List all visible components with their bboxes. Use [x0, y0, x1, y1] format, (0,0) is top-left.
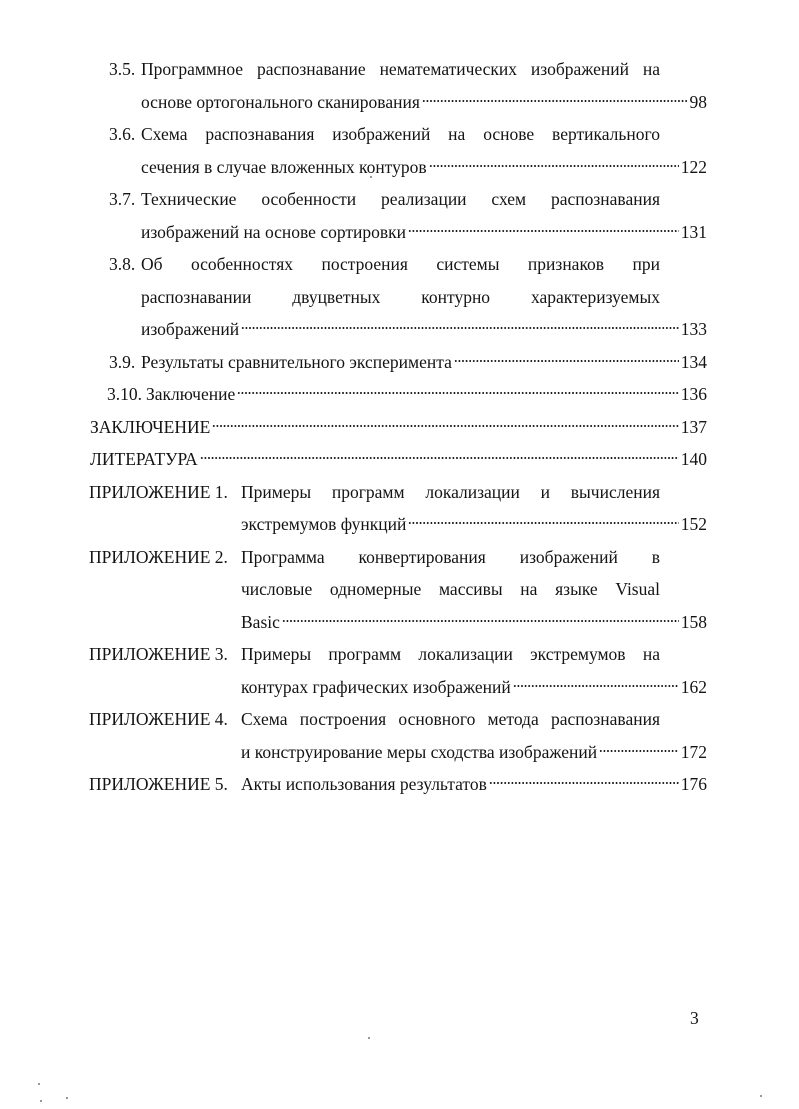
toc-page-number: 98	[689, 91, 707, 112]
toc-line-text: ЛИТЕРАТУРА	[90, 449, 198, 469]
page-number: 3	[690, 1008, 699, 1028]
toc-leader-line	[241, 609, 707, 635]
appendix-label: ПРИЛОЖЕНИЕ 2.	[89, 546, 228, 567]
toc-line-text: изображений на основе сортировки	[141, 221, 407, 242]
toc-leader-line	[141, 316, 707, 342]
toc-line-text: Basic	[241, 611, 280, 632]
dot-leader	[489, 781, 679, 785]
dot-leader	[422, 99, 688, 103]
dot-leader	[212, 424, 678, 428]
toc-entry-number: 3.7.	[109, 189, 136, 209]
toc-line-text: Об особенностях построения системы признаков при	[141, 254, 660, 274]
toc-entry-number: 3.10.	[107, 384, 142, 404]
toc-line-text: экстремумов функций	[241, 514, 407, 534]
toc-leader-line	[141, 219, 707, 245]
toc-leader-line	[241, 674, 707, 700]
appendix-label: ПРИЛОЖЕНИЕ 3.	[89, 644, 228, 664]
toc-entry-number: 3.8.	[109, 254, 136, 274]
toc-page-number: 134	[680, 351, 707, 372]
toc-leader-line	[90, 414, 707, 440]
dot-leader	[200, 456, 679, 460]
toc-line-text: Программное распознавание нематематических изображений на	[141, 59, 660, 79]
toc-page-number: 162	[680, 676, 707, 697]
dot-leader	[408, 521, 678, 525]
toc-line-text: ЗАКЛЮЧЕНИЕ	[90, 416, 211, 437]
toc-leader-line	[141, 154, 707, 180]
toc-line-text: Программа конвертирования изображений в	[241, 546, 660, 567]
toc-leader-line	[141, 89, 707, 115]
toc-line-text: Результаты сравнительного эксперимента	[141, 351, 452, 372]
dot-leader	[282, 619, 679, 623]
toc-page-number: 176	[680, 774, 707, 794]
toc-line-text: распознавании двуцветных контурно характеризуемых	[141, 286, 660, 307]
toc-page-number: 137	[680, 416, 707, 437]
toc-page-number: 131	[680, 221, 707, 242]
toc-leader-line	[241, 771, 707, 797]
dot-leader	[408, 229, 679, 233]
toc-line-text: Технические особенности реализации схем распознавания	[141, 189, 660, 209]
dot-leader	[429, 164, 679, 168]
appendix-label: ПРИЛОЖЕНИЕ 4.	[89, 709, 228, 729]
toc-line-text: Примеры программ локализации и вычисления	[241, 481, 660, 502]
toc-leader-line	[241, 511, 707, 537]
toc-line-text: изображений	[141, 319, 240, 339]
toc-line-text: основе ортогонального сканирования	[141, 91, 420, 112]
dot-leader	[454, 359, 679, 363]
toc-line-text: числовые одномерные массивы на языке Visual	[241, 579, 660, 599]
toc-leader-line	[141, 349, 707, 375]
toc-line-text: контурах графических изображений	[241, 676, 511, 697]
toc-line-text: Акты использования результатов	[241, 774, 487, 794]
toc-line-text: Примеры программ локализации экстремумов на	[241, 644, 660, 664]
dot-leader	[241, 326, 679, 330]
toc-leader-line	[146, 381, 707, 407]
toc-page-number: 140	[680, 449, 707, 469]
toc-leader-line	[90, 446, 707, 472]
toc-line-text: Схема построения основного метода распознавания	[241, 709, 660, 729]
dot-leader	[237, 391, 679, 395]
toc-page-number: 152	[680, 514, 707, 534]
toc-page-number: 172	[680, 741, 707, 762]
toc-line-text: сечения в случае вложенных контуров	[141, 156, 427, 177]
toc-page-number: 122	[680, 156, 707, 177]
toc-page-number: 158	[680, 611, 707, 632]
appendix-label: ПРИЛОЖЕНИЕ 1.	[89, 481, 228, 502]
toc-page-number: 136	[680, 384, 707, 404]
dot-leader	[599, 749, 679, 753]
toc-entry-number: 3.9.	[109, 351, 136, 372]
toc-leader-line	[241, 739, 707, 765]
toc-page-number: 133	[680, 319, 707, 339]
toc-entry-number: 3.6.	[109, 124, 136, 144]
toc-line-text: и конструирование меры сходства изображений	[241, 741, 598, 762]
appendix-label: ПРИЛОЖЕНИЕ 5.	[89, 774, 228, 794]
toc-line-text: Схема распознавания изображений на основе вертикального	[141, 124, 660, 144]
dot-leader	[513, 684, 679, 688]
toc-entry-number: 3.5.	[109, 59, 136, 79]
toc-line-text: Заключение	[146, 384, 236, 404]
